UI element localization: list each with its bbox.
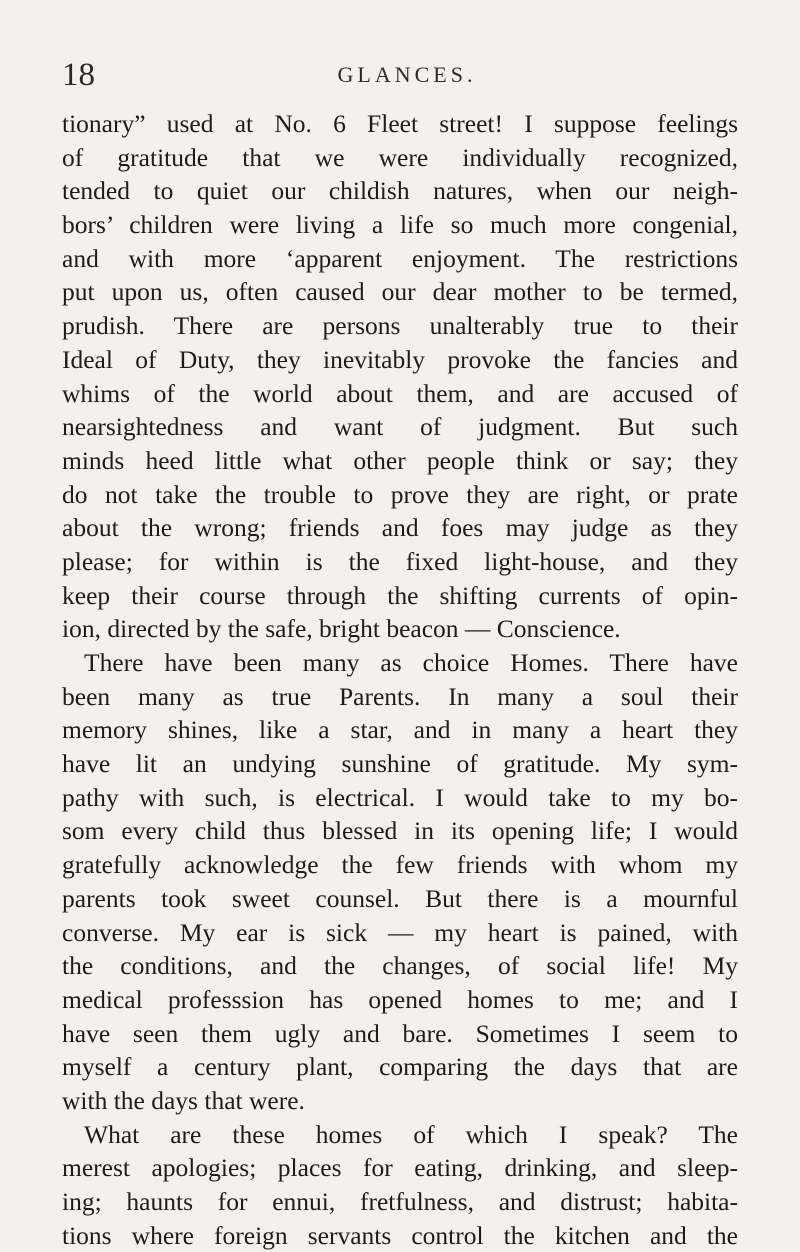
text-line: medical professsion has opened homes to me; and I	[62, 984, 738, 1014]
text-line: There have been many as choice Homes. There have	[84, 648, 738, 677]
text-line: memory shines, like a star, and in many a heart they	[62, 715, 738, 745]
text-line: tended to quiet our childish natures, when our neigh-	[62, 176, 738, 206]
text-line: converse. My ear is sick — my heart is pained, with	[62, 917, 738, 947]
text-line: ion, directed by the safe, bright beacon — Conscience.	[62, 614, 621, 644]
text-line: put upon us, often caused our dear mother to be termed,	[62, 277, 738, 307]
page-header	[62, 55, 752, 95]
text-line: about the wrong; friends and foes may judge as they	[62, 513, 738, 543]
text-line: with the days that were.	[62, 1085, 305, 1115]
text-line: tionary” used at No. 6 Fleet street! I suppose feelings	[62, 109, 738, 138]
running-head: GLANCES.	[337, 62, 477, 87]
text-line: nearsightedness and want of judgment. But such	[62, 412, 738, 442]
text-line: ing; haunts for ennui, fretfulness, and distrust; habita-	[62, 1187, 738, 1216]
text-line: Ideal of Duty, they inevitably provoke the fancies and	[62, 344, 738, 374]
body-text	[62, 107, 738, 1252]
text-line: of gratitude that we were individually recognized,	[62, 142, 738, 172]
text-line: som every child thus blessed in its opening life; I would	[62, 816, 738, 846]
text-line: do not take the trouble to prove they are right, or prate	[62, 479, 738, 509]
text-line: merest apologies; places for eating, drinking, and sleep-	[62, 1153, 738, 1183]
text-line: parents took sweet counsel. But there is a mournful	[62, 883, 738, 913]
text-line: whims of the world about them, and are accused of	[62, 378, 738, 408]
text-line: keep their course through the shifting currents of opin-	[62, 580, 738, 610]
page-number: 18	[62, 57, 95, 93]
text-line: the conditions, and the changes, of social life! My	[62, 951, 738, 981]
text-line: minds heed little what other people think or say; they	[62, 445, 738, 475]
text-line: pathy with such, is electrical. I would take to my bo-	[62, 782, 738, 812]
text-line: have lit an undying sunshine of gratitude. My sym-	[62, 749, 738, 779]
text-line: please; for within is the fixed light-house, and they	[62, 546, 738, 576]
text-line: gratefully acknowledge the few friends with whom my	[62, 850, 738, 880]
text-line: bors’ children were living a life so much more congenial,	[62, 210, 738, 240]
text-line: myself a century plant, comparing the days that are	[62, 1052, 738, 1082]
text-line: prudish. There are persons unalterably true to their	[62, 311, 738, 341]
text-line: tions where foreign servants control the kitchen and the	[62, 1220, 738, 1250]
text-line: and with more ‘apparent enjoyment. The restrictions	[62, 243, 738, 273]
text-line: been many as true Parents. In many a soul their	[62, 681, 738, 711]
text-line: have seen them ugly and bare. Sometimes I seem to	[62, 1018, 738, 1048]
text-line: What are these homes of which I speak? The	[84, 1119, 738, 1149]
